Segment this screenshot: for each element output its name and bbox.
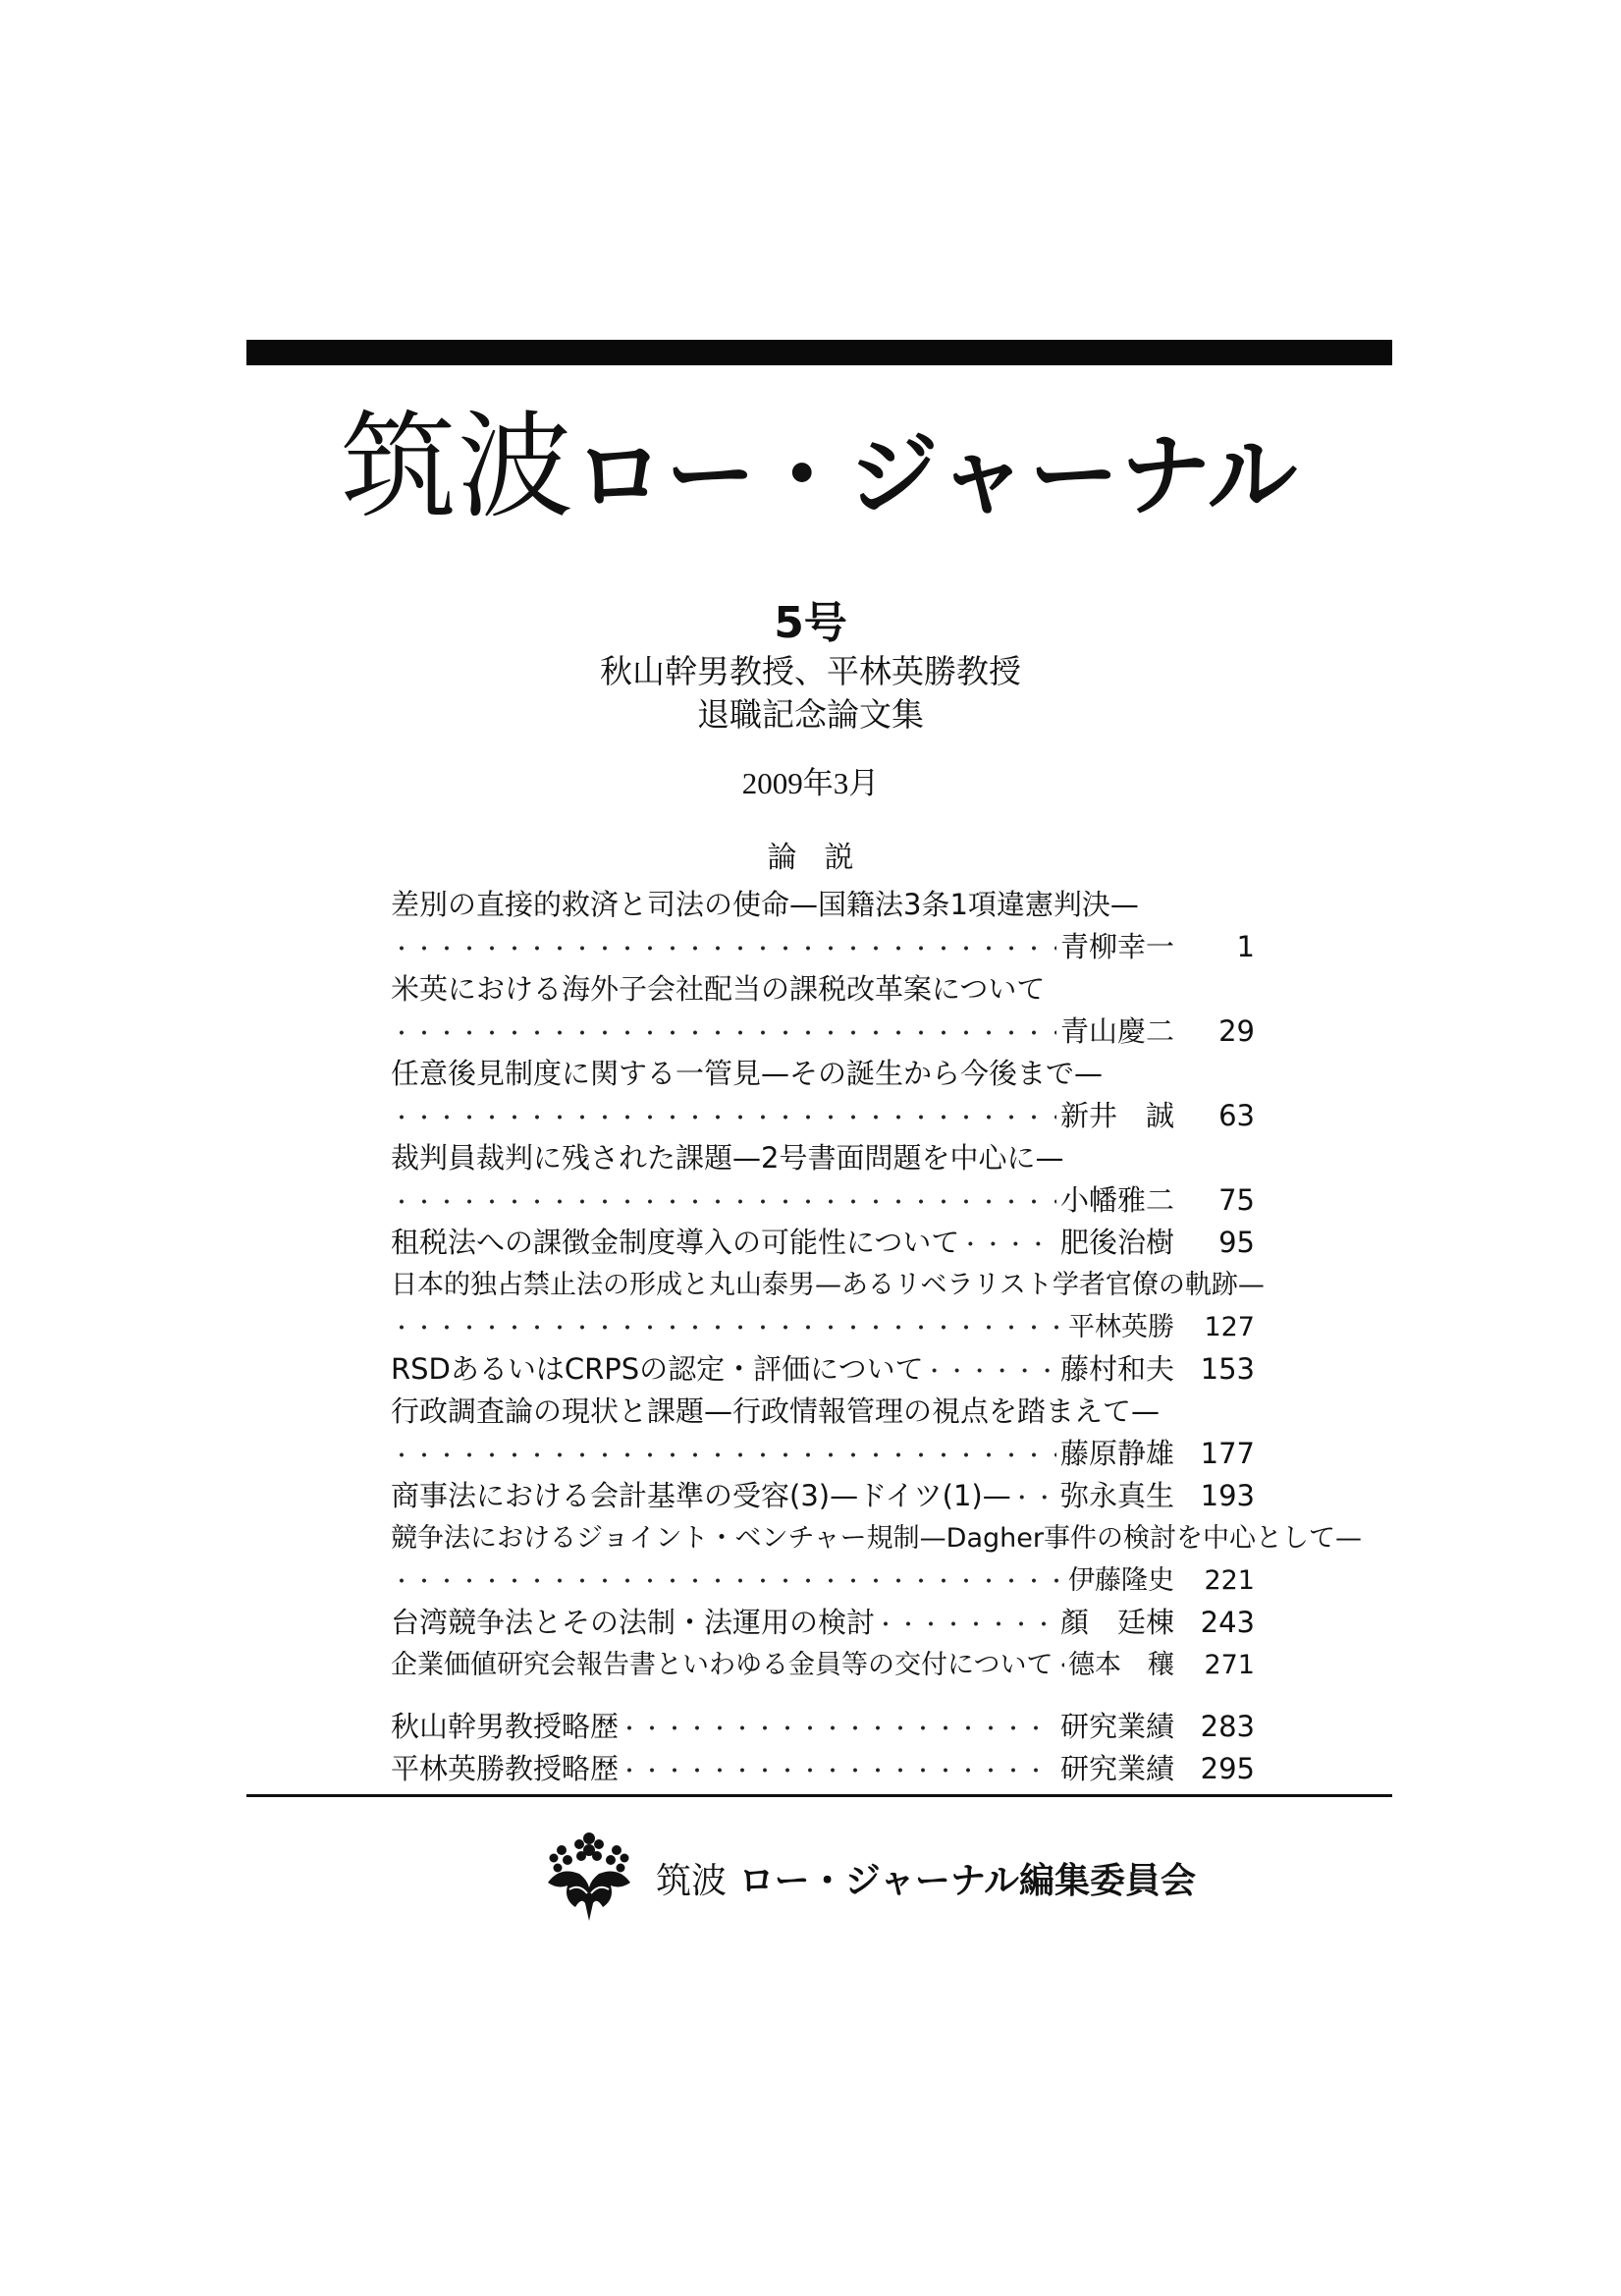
toc-entry-page: 75: [1218, 1183, 1255, 1217]
journal-title-kana: ロー・ジャーナル: [573, 423, 1299, 528]
appendix-entry-page: 295: [1200, 1752, 1255, 1785]
journal-title-kanji: 筑波: [340, 399, 574, 534]
bottom-rule: [246, 1794, 1392, 1797]
appendix-entry: [391, 1748, 1255, 1790]
toc-entry-title: 米英における海外子会社配当の課税改革案について: [391, 972, 1046, 1006]
toc-entry-page: 127: [1204, 1312, 1255, 1342]
toc-entry: [391, 1264, 1265, 1348]
toc-entry-page: 63: [1218, 1099, 1255, 1132]
toc-entry: [391, 1222, 1255, 1264]
publication-date: 2009年3月: [741, 766, 880, 800]
toc-entry-author: 德本 穰: [1068, 1650, 1174, 1680]
subtitle-line-2: 退職記念論文集: [697, 695, 924, 734]
toc-entry-title: 裁判員裁判に残された課題—2号書面問題を中心に—: [391, 1141, 1064, 1175]
toc-entry-author: 肥後治樹: [1059, 1226, 1174, 1259]
toc-entry-title: 任意後見制度に関する一管見—その誕生から今後まで—: [391, 1057, 1104, 1090]
leader-dots: [391, 926, 1056, 971]
publisher-name-rest: ロー・ジャーナル編集委員会: [738, 1860, 1197, 1901]
appendix-entry-page: 283: [1200, 1710, 1255, 1743]
toc-entry-author: 弥永真生: [1059, 1479, 1174, 1512]
toc-entry-title: 日本的独占禁止法の形成と丸山泰男—あるリベラリスト学者官僚の軌跡—: [391, 1270, 1265, 1300]
toc-entry-page: 177: [1200, 1437, 1255, 1470]
leader-dots: [619, 1706, 1056, 1751]
leader-dots: [391, 1011, 1056, 1056]
toc-entry-page: 271: [1204, 1650, 1255, 1680]
issue-number: 5号: [774, 598, 847, 648]
spacer: [391, 1686, 1255, 1706]
leader-dots: [391, 1433, 1056, 1478]
toc-entry: [391, 1644, 1255, 1686]
toc-entry-author: 新井 誠: [1059, 1099, 1174, 1132]
journal-title: [246, 399, 1392, 540]
table-of-contents: [391, 884, 1362, 1790]
subtitle-line-1: 秋山幹男教授、平林英勝教授: [600, 652, 1021, 690]
appendix-entry-author: 研究業績: [1059, 1710, 1174, 1743]
toc-entry-author: 顏 廷棟: [1059, 1606, 1174, 1639]
leader-dots: [875, 1602, 1056, 1647]
toc-entry-author: 藤原静雄: [1059, 1437, 1174, 1470]
toc-entry-title: 企業価値研究会報告書といわゆる金員等の交付について: [391, 1650, 1054, 1680]
toc-entry-title: 台湾競争法とその法制・法運用の検討: [391, 1606, 876, 1639]
toc-entry-title: 差別の直接的救済と司法の使命—国籍法3条1項違憲判決—: [391, 888, 1139, 921]
toc-entry: [391, 968, 1255, 1053]
appendix-entry-title: 秋山幹男教授略歴: [391, 1710, 620, 1743]
appendix-entry-title: 平林英勝教授略歴: [391, 1752, 620, 1785]
toc-entry: [391, 1517, 1362, 1602]
section-heading: 論説: [767, 841, 882, 875]
leader-dots: [1011, 1475, 1056, 1520]
toc-entry-author: 平林英勝: [1068, 1312, 1174, 1342]
toc-entry-title: RSDあるいはCRPSの認定・評価について: [391, 1352, 924, 1386]
toc-entry: [391, 884, 1255, 968]
leader-dots: [391, 1306, 1064, 1350]
toc-entry: [391, 1348, 1255, 1391]
toc-entry-page: 193: [1200, 1479, 1255, 1512]
toc-entry-title: 行政調査論の現状と課題—行政情報管理の視点を踏まえて—: [391, 1394, 1161, 1428]
toc-entry-author: 伊藤隆史: [1068, 1565, 1174, 1596]
toc-entry-author: 小幡雅二: [1059, 1183, 1174, 1217]
toc-entry: [391, 1053, 1255, 1137]
toc-entry-author: 青柳幸一: [1059, 930, 1174, 963]
toc-entry: [391, 1602, 1255, 1644]
leader-dots: [1053, 1644, 1064, 1688]
publisher-name: [656, 1853, 1196, 1903]
leader-dots: [391, 1179, 1056, 1225]
paulownia-crest-icon: [540, 1829, 638, 1927]
toc-entry-page: 153: [1200, 1352, 1255, 1386]
appendix-entry-author: 研究業績: [1059, 1752, 1174, 1785]
leader-dots: [391, 1095, 1056, 1140]
toc-entry-title: 競争法におけるジョイント・ベンチャー規制—Dagher事件の検討を中心として—: [391, 1523, 1362, 1554]
toc-entry: [391, 1475, 1255, 1517]
toc-entry-title: 租税法への課徴金制度導入の可能性について: [391, 1226, 960, 1259]
toc-entry: [391, 1137, 1255, 1222]
toc-entry-author: 藤村和夫: [1059, 1352, 1174, 1386]
toc-entry-page: 221: [1204, 1565, 1255, 1596]
leader-dots: [619, 1748, 1056, 1793]
appendix-entry: [391, 1706, 1255, 1748]
publisher-name-kanji: 筑波: [656, 1860, 728, 1901]
toc-entry-page: 1: [1236, 930, 1255, 963]
toc-entry-page: 95: [1218, 1226, 1255, 1259]
toc-entry-page: 243: [1200, 1606, 1255, 1639]
toc-entry-author: 青山慶二: [1059, 1014, 1174, 1048]
toc-entry: [391, 1391, 1255, 1475]
toc-entry-title: 商事法における会計基準の受容(3)—ドイツ(1)—: [391, 1479, 1011, 1512]
leader-dots: [959, 1222, 1056, 1267]
publisher: [540, 1829, 1196, 1927]
leader-dots: [391, 1559, 1064, 1604]
leader-dots: [924, 1348, 1056, 1394]
top-rule-bar: [246, 340, 1392, 365]
toc-entry-page: 29: [1218, 1014, 1255, 1048]
